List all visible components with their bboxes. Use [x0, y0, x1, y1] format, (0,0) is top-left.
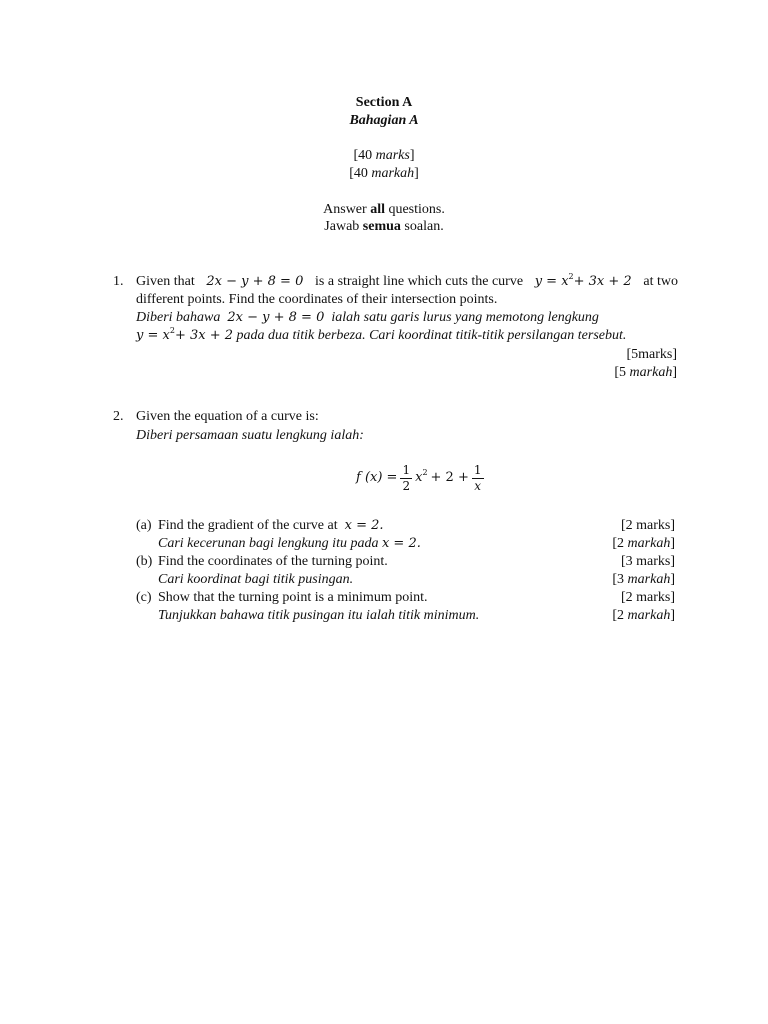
- part-label: (a): [136, 518, 152, 533]
- marks-label: [2 marks]: [620, 590, 675, 605]
- marks-label-malay: [3 markah]: [612, 572, 675, 587]
- part-text: Show that the turning point is a minimum point.: [158, 590, 428, 605]
- section-title: Section A: [355, 95, 413, 110]
- marks-label-malay: [5 markah]: [614, 365, 677, 380]
- part-text: Find the gradient of the curve at x = 2.: [158, 518, 384, 533]
- question-text-line: Given that 2x − y + 8 = 0 is a straight line which cuts the curve $y = x^2+ 3x + 2$ at two: [136, 272, 678, 289]
- marks-label-malay: [2 markah]: [612, 536, 675, 551]
- part-label: (c): [136, 590, 152, 605]
- question-text-malay: Diberi bahawa 2x − y + 8 = 0 ialah satu garis lurus yang memotong lengkung: [136, 310, 599, 325]
- part-text: Find the coordinates of the turning point.: [158, 554, 388, 569]
- marks-label: [5marks]: [626, 347, 677, 362]
- section-title-malay: Bahagian A: [349, 113, 419, 128]
- question-number: 1.: [113, 274, 124, 289]
- marks-label-malay: [2 markah]: [612, 608, 675, 623]
- curve-equation: $y = x^2+ 3x + 2$: [534, 272, 632, 289]
- question-number: 2.: [113, 409, 124, 424]
- line-equation: 2x − y + 8 = 0: [206, 274, 304, 289]
- part-text-malay: Tunjukkan bahawa titik pusingan itu ialah titik minimum.: [158, 608, 480, 623]
- question-text-line: different points. Find the coordinates of their intersection points.: [136, 292, 498, 307]
- question-intro: Given the equation of a curve is:: [136, 409, 319, 424]
- total-marks-malay: [40 markah]: [349, 166, 419, 181]
- instruction-malay: Jawab semua soalan.: [324, 219, 444, 234]
- part-text-malay: Cari koordinat bagi titik pusingan.: [158, 572, 354, 587]
- total-marks: [40 marks]: [353, 148, 415, 163]
- instruction: Answer all questions.: [323, 202, 445, 217]
- part-label: (b): [136, 554, 153, 569]
- part-text-malay: Cari kecerunan bagi lengkung itu pada x = 2.: [158, 536, 421, 551]
- question-intro-malay: Diberi persamaan suatu lengkung ialah:: [136, 428, 364, 443]
- marks-label: [3 marks]: [620, 554, 675, 569]
- function-equation: f (x) = $\frac{1}{2}$ $x^2$ + 2 + $\frac{1}{x}$: [356, 462, 482, 493]
- question-text-malay: $y = x^2+ 3x + 2$ pada dua titik berbeza. Cari koordinat titik-titik persilangan tersebut.: [136, 326, 627, 343]
- marks-label: [2 marks]: [620, 518, 675, 533]
